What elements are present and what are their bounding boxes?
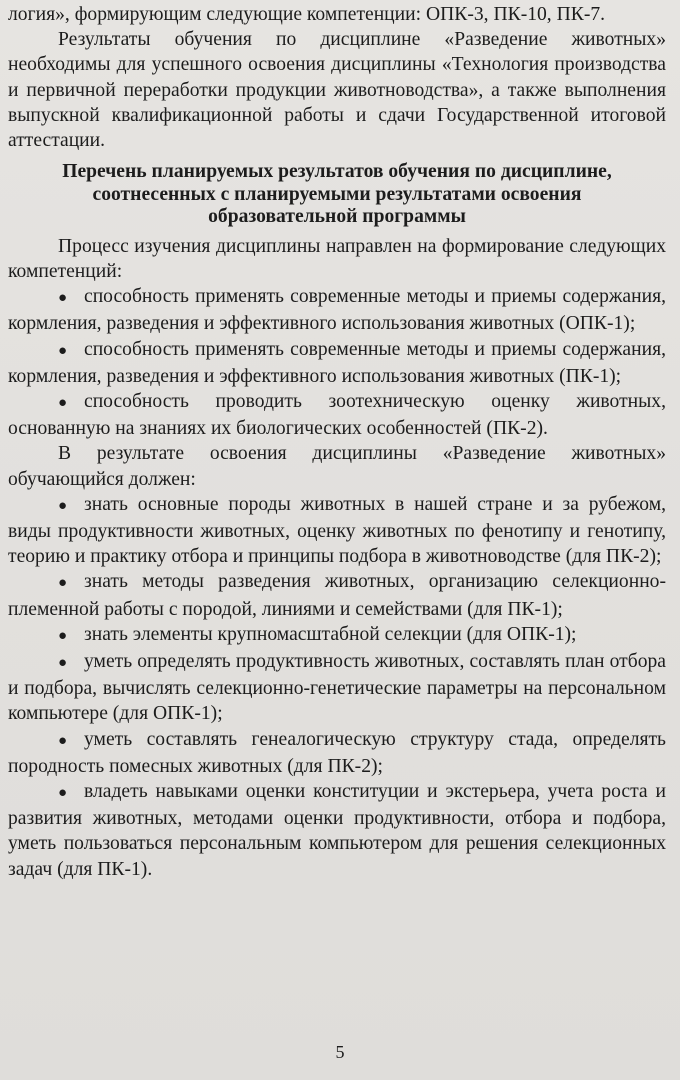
outcome-list: [8, 492, 666, 882]
list-item-text: знать методы разведения животных, организацию селекционно-племенной работы с породой, линиями и семействами (для ПК-1);: [8, 571, 666, 620]
list-item-text: способность применять современные методы и приемы содержания, кормления, разведения и эффективного использования животных (ОПК-1);: [8, 286, 666, 335]
list-item-text: уметь определять продуктивность животных, составлять план отбора и подбора, вычислять селекционно-генетические параметры на персональном компьютере (для ОПК-1);: [8, 650, 666, 725]
list-item: [8, 389, 666, 441]
intro-continuation: логия», формирующим следующие компетенции: ОПК-3, ПК-10, ПК-7.: [8, 4, 606, 25]
list-item-text: способность проводить зоотехническую оценку животных, основанную на знаниях их биологических особенностей (ПК-2).: [8, 390, 666, 440]
page-number: 5: [335, 1042, 345, 1062]
bullet-icon: ●: [58, 290, 68, 307]
bullet-icon: ●: [58, 497, 68, 514]
list-item: [8, 337, 666, 389]
list-item-text: способность применять современные методы и приемы содержания, кормления, разведения и эффективного использования животных (ПК-1);: [8, 338, 666, 387]
bullet-icon: ●: [58, 732, 68, 749]
bullet-icon: ●: [58, 627, 68, 644]
list-item: [8, 779, 666, 882]
list-item: [8, 727, 666, 779]
list-item-text: знать элементы крупномасштабной селекции (для ОПК-1);: [84, 623, 577, 645]
list-item: [8, 569, 666, 621]
list-item: [8, 284, 666, 336]
list-item: [8, 622, 666, 649]
section-heading-line: Перечень планируемых результатов обучения по дисциплине,: [62, 161, 612, 183]
bullet-icon: ●: [58, 784, 68, 801]
list-item-text: уметь составлять генеалогическую структуру стада, определять породность помесных животных (для ПК-2);: [8, 728, 666, 777]
list-item-text: владеть навыками оценки конституции и экстерьера, учета роста и развития животных, методами оценки продуктивности, отбора и подбора, уметь пользоваться персональным компьютером для решения селекционных задач (для ПК-1).: [8, 780, 666, 880]
process-paragraph: Процесс изучения дисциплины направлен на формирование следующих компетенций:: [8, 235, 666, 282]
results-paragraph: Результаты обучения по дисциплине «Разведение животных» необходимы для успешного освоения дисциплины «Технология производства и первичной переработки продукции животноводства», а также выполнения выпускной квалификационной работы и сдачи Государственной итоговой аттестации.: [8, 29, 666, 152]
section-heading-line: соотнесенных с планируемыми результатами освоения: [92, 183, 582, 205]
result-paragraph: В результате освоения дисциплины «Разведение животных» обучающийся должен:: [8, 443, 666, 490]
bullet-icon: ●: [58, 654, 68, 671]
competence-list: [8, 284, 666, 441]
section-heading-line: образовательной программы: [208, 206, 466, 228]
section-heading: [8, 161, 666, 229]
list-item: [8, 492, 666, 570]
bullet-icon: ●: [58, 342, 68, 359]
list-item-text: знать основные породы животных в нашей стране и за рубежом, виды продуктивности животных, оценку животных по фенотипу и генотипу, теорию и практику отбора и принципы подбора в животноводстве (для ПК-2);: [8, 493, 666, 568]
bullet-icon: ●: [58, 575, 68, 592]
list-item: [8, 649, 666, 727]
bullet-icon: ●: [58, 394, 68, 411]
